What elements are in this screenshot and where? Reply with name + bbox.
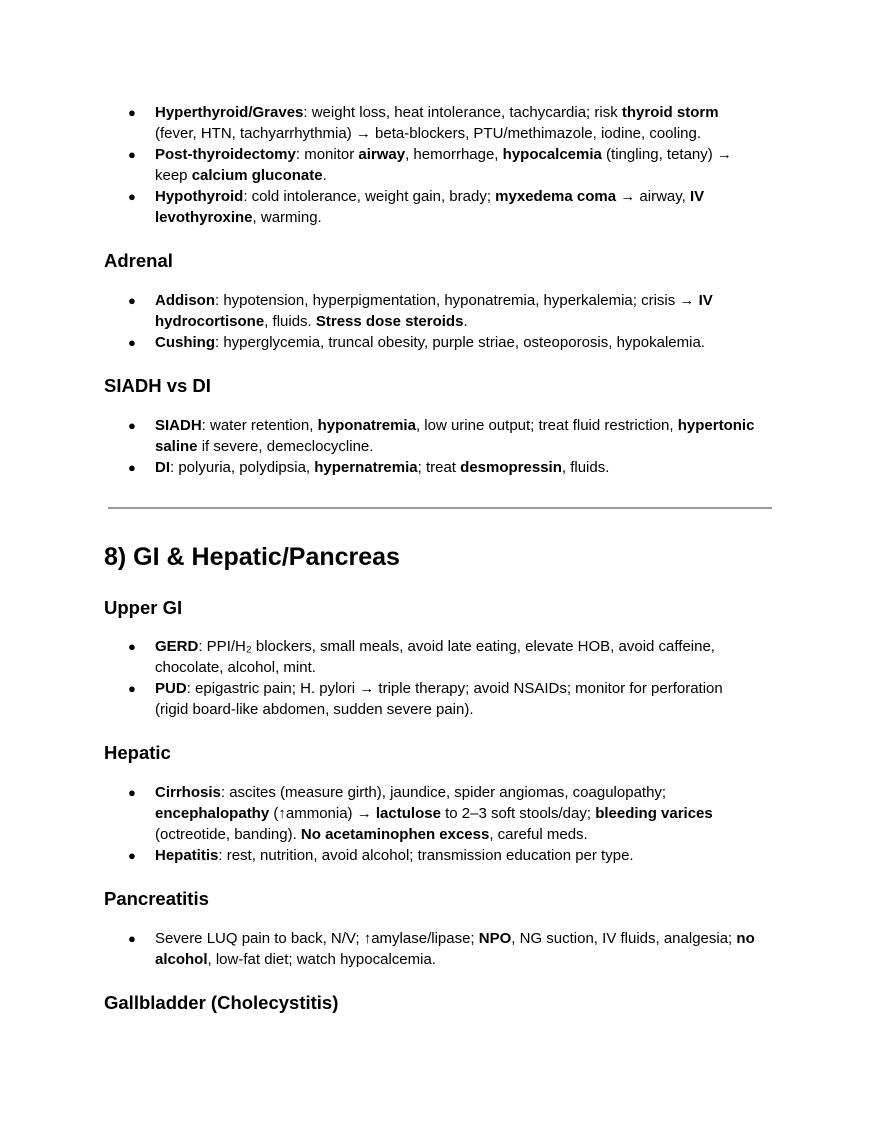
bold-term: hypertonic saline [155,417,755,455]
gallbladder-heading: Gallbladder (Cholecystitis) [104,992,339,1013]
bullet-dot-icon: ● [128,189,136,204]
item-text: : ascites (measure girth), jaundice, spider angiomas, coagulopathy; [220,784,667,801]
item-text: : PPI/H₂ blockers, small meals, avoid late eating, elevate HOB, avoid caffeine, chocolate, alcohol, mint. [155,638,715,676]
bold-term: Cushing [155,334,215,351]
bullet-dot-icon: ● [128,147,136,162]
bullet-dot-icon: ● [128,105,136,120]
item-text: Severe LUQ pain to back, N/V; ↑amylase/lipase; [155,930,479,947]
list-item [104,102,755,144]
item-text: (tingling, tetany) → keep [155,146,732,184]
list-item [104,845,755,866]
bold-term: hypocalcemia [502,146,602,163]
adrenal-bullet-list [104,290,784,353]
list-item [104,186,755,228]
list-item [104,290,755,332]
item-text: : rest, nutrition, avoid alcohol; transmission education per type. [218,847,634,864]
bold-term: lactulose [375,805,441,822]
bullet-dot-icon: ● [128,418,136,433]
item-text: . [463,313,468,330]
item-text: : hypotension, hyperpigmentation, hyponatremia, hyperkalemia; crisis → [215,292,699,309]
list-item [104,457,755,478]
item-text: , fluids. [264,313,316,330]
item-text: , warming. [252,209,322,226]
bold-term: No acetaminophen excess [300,826,490,843]
item-text: , fluids. [561,459,610,476]
list-item [104,928,755,970]
list-item [104,332,755,353]
item-text: : cold intolerance, weight gain, brady; [243,188,496,205]
bold-term: Cirrhosis [155,784,221,801]
item-text: : polyuria, polydipsia, [170,459,315,476]
bold-term: thyroid storm [621,104,719,121]
upper-gi-bullet-list [104,636,784,720]
item-text: → airway, [616,188,690,205]
bold-term: no alcohol [155,930,755,968]
bold-term: airway [358,146,406,163]
item-text: . [322,167,327,184]
bold-term: PUD [155,680,187,697]
bold-term: GERD [155,638,199,655]
bold-term: hypernatremia [314,459,418,476]
bold-term: hyponatremia [317,417,416,434]
bold-term: Hepatitis [155,847,219,864]
adrenal-heading: Adrenal [104,250,173,271]
bullet-dot-icon: ● [128,931,136,946]
item-text: , low urine output; treat fluid restriction, [415,417,678,434]
item-text: (octreotide, banding). [155,826,301,843]
bullet-dot-icon: ● [128,681,136,696]
list-item [104,636,755,678]
bold-term: Post‑thyroidectomy [155,146,296,163]
item-text: , careful meds. [489,826,588,843]
bold-term: calcium gluconate [191,167,323,184]
bullet-dot-icon: ● [128,785,136,800]
hepatic-bullet-list [104,782,784,866]
bold-term: NPO [478,930,512,947]
bold-term: desmopressin [460,459,562,476]
bold-term: DI [155,459,170,476]
item-text: (fever, HTN, tachyarrhythmia) → beta‑blockers, PTU/methimazole, iodine, cooling. [155,125,702,142]
bold-term: IV levothyroxine [155,188,705,226]
bullet-dot-icon: ● [128,848,136,863]
hepatic-heading: Hepatic [104,742,171,763]
bullet-dot-icon: ● [128,293,136,308]
item-text: : hyperglycemia, truncal obesity, purple striae, osteoporosis, hypokalemia. [215,334,705,351]
siadh-heading: SIADH vs DI [104,375,211,396]
section-divider [108,507,772,509]
list-item [104,144,755,186]
list-item [104,782,755,845]
bold-term: Hyperthyroid/Graves [155,104,304,121]
bold-term: encephalopathy [155,805,270,822]
bullet-dot-icon: ● [128,639,136,654]
item-text: , low‑fat diet; watch hypocalcemia. [207,951,436,968]
item-text: to 2–3 soft stools/day; [440,805,596,822]
bold-term: IV hydrocortisone [155,292,713,330]
pancreatitis-bullet-list [104,928,784,970]
bold-term: SIADH [155,417,202,434]
item-text: ; treat [417,459,461,476]
upper-gi-heading: Upper GI [104,597,183,618]
bullet-dot-icon: ● [128,335,136,350]
bold-term: bleeding varices [595,805,713,822]
item-text: : epigastric pain; H. pylori → triple therapy; avoid NSAIDs; monitor for perforation (rigid board‑like abdomen, sudden severe pain). [155,680,723,718]
bullet-dot-icon: ● [128,460,136,475]
bold-term: Stress dose steroids [315,313,464,330]
bold-term: Addison [155,292,215,309]
item-text: , NG suction, IV fluids, analgesia; [511,930,737,947]
item-text: , hemorrhage, [405,146,503,163]
item-text: (↑ammonia) → [269,805,376,822]
item-text: if severe, demeclocycline. [197,438,374,455]
thyroid-bullet-list [104,102,784,228]
siadh-bullet-list [104,415,784,478]
item-text: : monitor [295,146,359,163]
bold-term: Hypothyroid [155,188,244,205]
bold-term: myxedema coma [495,188,617,205]
pancreatitis-heading: Pancreatitis [104,888,209,909]
item-text: : weight loss, heat intolerance, tachycardia; risk [303,104,622,121]
list-item [104,678,755,720]
list-item [104,415,755,457]
item-text: : water retention, [201,417,318,434]
section-8-title: 8) GI & Hepatic/Pancreas [104,543,400,571]
